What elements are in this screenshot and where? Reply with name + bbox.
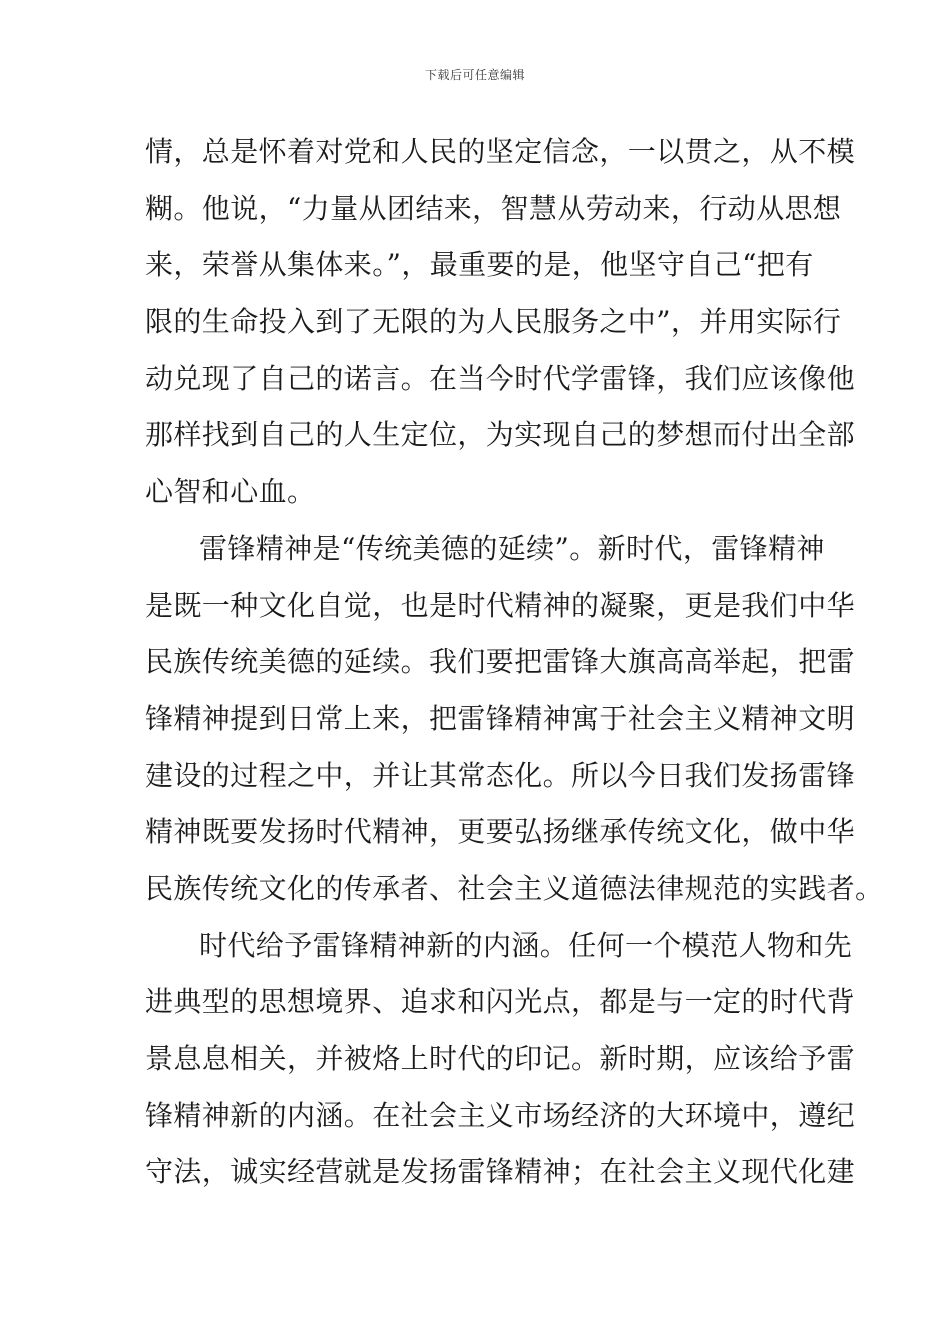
text-line: 锋精神新的内涵。在社会主义市场经济的大环境中，遵纪 [145, 1098, 856, 1132]
text-line: 是既一种文化自觉，也是时代精神的凝聚，更是我们中华 [145, 588, 856, 622]
header-note: 下载后可任意编辑 [424, 68, 525, 82]
text-line: 来，荣誉从集体来。”，最重要的是，他坚守自己“把有 [145, 248, 814, 282]
text-line: 心智和心血。 [145, 475, 316, 509]
text-line: 雷锋精神是“传统美德的延续”。新时代，雷锋精神 [199, 531, 825, 565]
text-line: 民族传统美德的延续。我们要把雷锋大旗高高举起，把雷 [145, 645, 856, 679]
text-line: 动兑现了自己的诺言。在当今时代学雷锋，我们应该像他 [145, 361, 856, 395]
text-line: 进典型的思想境界、追求和闪光点，都是与一定的时代背 [145, 985, 856, 1019]
text-line: 那样找到自己的人生定位，为实现自己的梦想而付出全部 [145, 418, 856, 452]
text-line: 情，总是怀着对党和人民的坚定信念，一以贯之，从不模 [145, 135, 856, 168]
paragraph [145, 525, 884, 922]
text-line: 时代给予雷锋精神新的内涵。任何一个模范人物和先 [199, 928, 853, 962]
text-line: 糊。他说，“力量从团结来，智慧从劳动来，行动从思想 [145, 191, 842, 225]
text-line: 限的生命投入到了无限的为人民服务之中”，并用实际行 [145, 305, 842, 339]
text-line: 锋精神提到日常上来，把雷锋精神寓于社会主义精神文明 [145, 701, 856, 735]
text-line: 建设的过程之中，并让其常态化。所以今日我们发扬雷锋 [145, 758, 856, 792]
text-line: 精神既要发扬时代精神，更要弘扬继承传统文化，做中华 [145, 815, 856, 849]
paragraph [145, 128, 856, 525]
document-body [145, 128, 884, 1205]
text-line: 民族传统文化的传承者、社会主义道德法律规范的实践者。 [145, 871, 884, 905]
paragraph [145, 922, 856, 1205]
text-line: 景息息相关，并被烙上时代的印记。新时期，应该给予雷 [145, 1042, 856, 1075]
text-line: 守法，诚实经营就是发扬雷锋精神；在社会主义现代化建 [145, 1155, 856, 1189]
